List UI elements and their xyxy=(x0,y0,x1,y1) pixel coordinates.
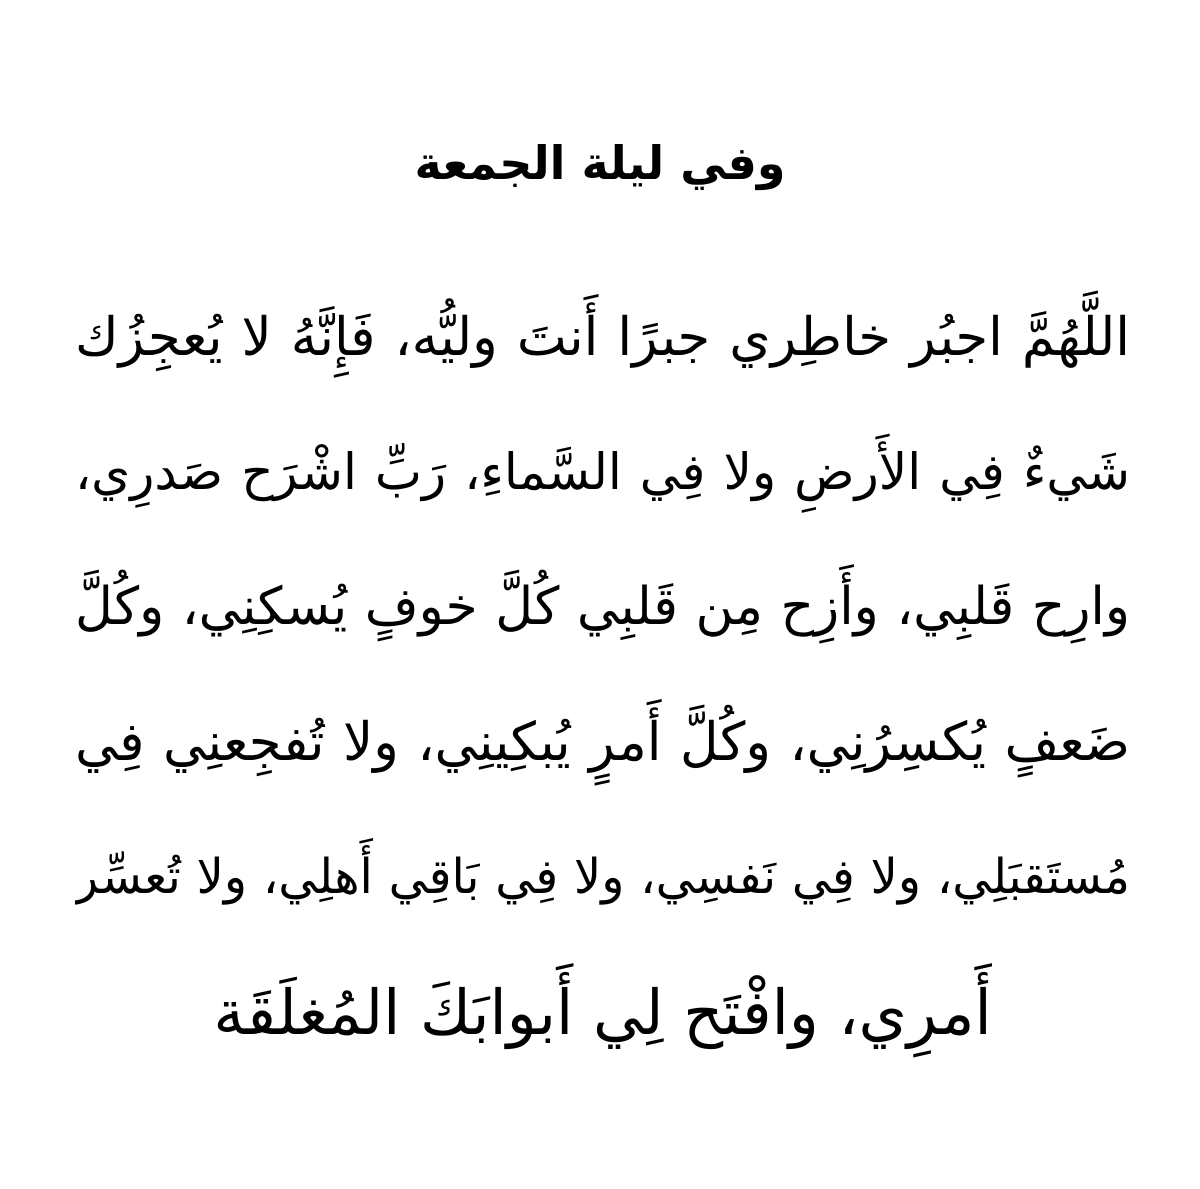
page-title: وفي ليلة الجمعة xyxy=(414,136,786,190)
prayer-line-2: شَيءٌ فِي الأَرضِ ولا فِي السَّماءِ، رَبِّ اشْرَح صَدرِي، xyxy=(75,443,1130,501)
prayer-line-5: مُستَقبَلِي، ولا فِي نَفسِي، ولا فِي بَاقِي أَهلِي، ولا تُعسِّر xyxy=(75,849,1130,905)
prayer-text xyxy=(75,270,1130,1080)
prayer-line-1: اللَّهُمَّ اجبُر خاطِري جبرًا أَنتَ وليُّه، فَإِنَّهُ لا يُعجِزُك xyxy=(75,307,1130,368)
prayer-line-3: وارِح قَلبِي، وأَزِح مِن قَلبِي كُلَّ خوفٍ يُسكِنِي، وكُلَّ xyxy=(75,577,1130,637)
prayer-line-6: أَمرِي، وافْتَح لِي أَبوابَكَ المُغلَقَة xyxy=(213,976,992,1049)
prayer-line-4: ضَعفٍ يُكسِرُنِي، وكُلَّ أَمرٍ يُبكِينِي، ولا تُفجِعنِي فِي xyxy=(75,712,1130,773)
